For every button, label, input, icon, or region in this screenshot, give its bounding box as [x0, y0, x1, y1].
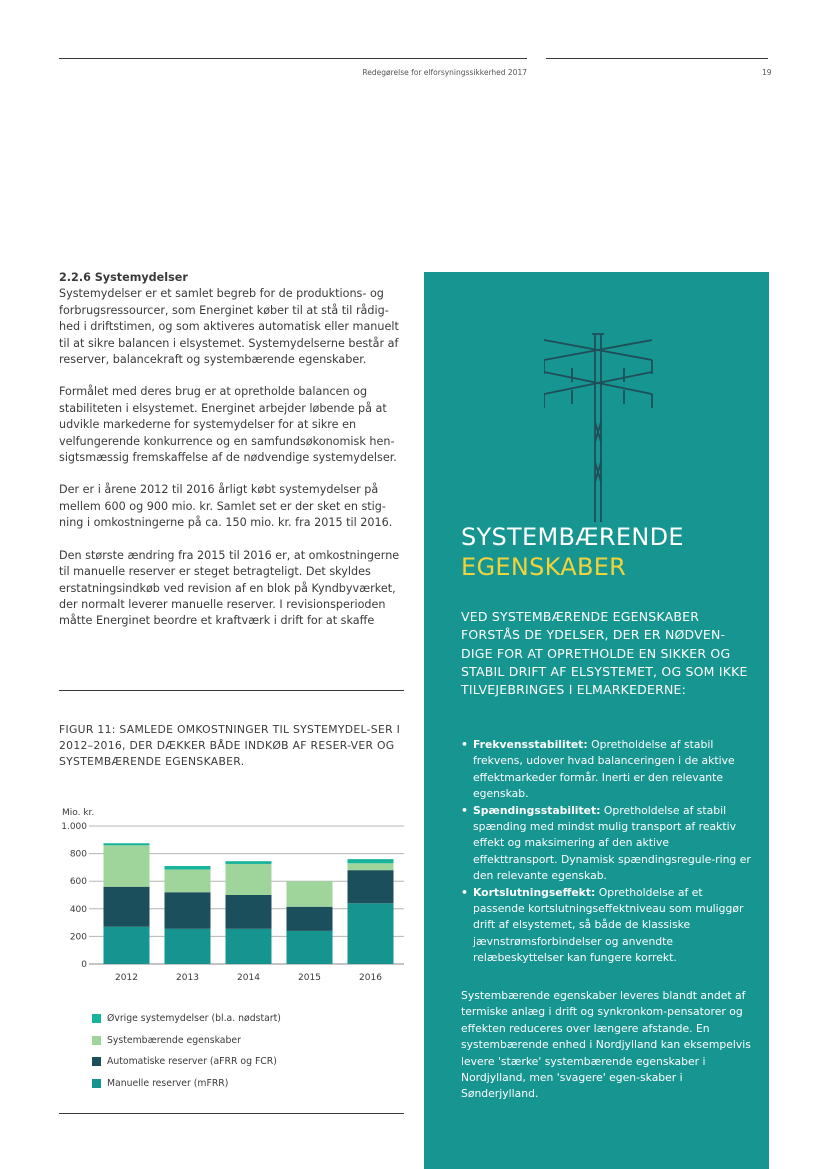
- bar-segment: [104, 845, 150, 886]
- bar-segment: [287, 931, 333, 964]
- list-item-text: Opretholdelse af stabil frekvens, udover hvad balanceringen i de aktive effektmarkeder formår. Inerti er den relevante egenskab.: [473, 738, 735, 801]
- legend-entry: [92, 1030, 281, 1052]
- bar-segment: [287, 907, 333, 931]
- power-pylon-icon: [544, 332, 654, 522]
- bar-segment: [348, 870, 394, 903]
- legend-swatch: [92, 1036, 101, 1045]
- list-item-text: Opretholdelse af et passende kortslutningseffektniveau som muliggør drift af elsystemet, så både de klassiske jævnstrømsforbindelser og anvendte relæbeskyttelser kan fungere korrekt.: [473, 885, 744, 965]
- x-tick-label: 2016: [359, 973, 382, 983]
- x-tick-label: 2012: [115, 973, 138, 983]
- box-title: [461, 522, 684, 582]
- box-lead: VED SYSTEMBÆRENDE EGENSKABER FORSTÅS DE YDELSER, DER ER NØDVEN-DIGE FOR AT OPRETHOLDE EN SIKKER OG STABIL DRIFT AF ELSYSTEMET, OG SOM IKKE TILVEJEBRINGES I ELMARKEDERNE:: [461, 609, 748, 698]
- bar-segment: [104, 843, 150, 845]
- bar-segment: [165, 869, 211, 892]
- box-list: [461, 737, 751, 967]
- legend-swatch: [92, 1014, 101, 1023]
- x-tick-label: 2013: [176, 973, 199, 983]
- figure-caption: FIGUR 11: SAMLEDE OMKOSTNINGER TIL SYSTEMYDEL-SER I 2012–2016, DER DÆKKER BÅDE INDKØB AF RESER-VER OG SYSTEMBÆRENDE EGENSKABER.: [59, 723, 401, 768]
- legend-entry: [92, 1008, 281, 1030]
- bar-segment: [165, 892, 211, 929]
- x-tick-label: 2015: [298, 973, 321, 983]
- bar-segment: [226, 864, 272, 895]
- bar-segment: [348, 859, 394, 863]
- y-axis-label: Mio. kr.: [62, 808, 95, 818]
- section-heading: 2.2.6 Systemydelser: [59, 271, 188, 284]
- list-item: [461, 885, 751, 967]
- page-number: 19: [762, 68, 772, 77]
- bar-segment: [348, 863, 394, 870]
- bar-segment: [226, 861, 272, 864]
- y-tick-label: 800: [69, 849, 87, 860]
- bar-segment: [165, 866, 211, 869]
- bar-segment: [348, 903, 394, 964]
- intro-paragraph: Systemydelser er et samlet begreb for de produktions- og forbrugsressourcer, som Energinet køber til at stå til rådig-hed i driftstimen, og som aktiveres automatisk eller manuelt til at sikre balancen i elsystemet. Systemydelserne består af reserver, balancekraft og systembærende egenskaber.: [59, 287, 399, 367]
- figure-bottom-rule: [59, 1113, 404, 1114]
- list-item-term: Kortslutningseffekt:: [473, 885, 596, 899]
- legend-label: Automatiske reserver (aFRR og FCR): [107, 1056, 277, 1068]
- chart-legend: [92, 1008, 281, 1094]
- y-tick-label: 200: [69, 932, 87, 943]
- legend-entry: [92, 1073, 281, 1095]
- list-item-term: Spændingsstabilitet:: [473, 803, 601, 817]
- paragraph: Den største ændring fra 2015 til 2016 er, at omkostningerne til manuelle reserver er steget betragteligt. Det skyldes erstatningsindkøb ved revision af en blok på Kyndbyværket, der normalt leverer manuelle reserver. I revisionsperioden måtte Energinet beordre et kraftværk i drift for at skaffe: [59, 548, 400, 628]
- box-title-line1: SYSTEMBÆRENDE: [461, 523, 684, 551]
- bar-segment: [226, 929, 272, 964]
- figure-top-rule: [59, 690, 404, 691]
- list-item-text: Opretholdelse af stabil spænding med mindst mulig transport af reaktiv effekt og maksimering af den aktive effekttransport. Dynamisk spændingsregule-ring er den relevante egenskab.: [473, 803, 751, 883]
- legend-swatch: [92, 1057, 101, 1066]
- list-item: [461, 803, 751, 885]
- running-title: Redegørelse for elforsyningssikkerhed 2017: [362, 68, 527, 77]
- box-title-line2: EGENSKABER: [461, 553, 627, 581]
- bar-segment: [104, 887, 150, 927]
- bar-segment: [104, 927, 150, 964]
- y-tick-label: 400: [69, 904, 87, 915]
- legend-label: Øvrige systemydelser (bl.a. nødstart): [107, 1013, 281, 1025]
- x-tick-label: 2014: [237, 973, 260, 983]
- cost-chart: [59, 800, 409, 990]
- header-rule-left: [59, 58, 527, 59]
- header-rule-right: [546, 58, 768, 59]
- y-tick-label: 0: [81, 960, 87, 970]
- y-tick-label: 1.000: [61, 822, 87, 832]
- bar-segment: [287, 881, 333, 907]
- fact-box: [424, 272, 769, 1169]
- y-tick-label: 600: [69, 877, 87, 888]
- bar-segment: [165, 929, 211, 964]
- list-item-term: Frekvensstabilitet:: [473, 738, 588, 751]
- legend-label: Manuelle reserver (mFRR): [107, 1077, 229, 1089]
- list-item: [461, 737, 751, 803]
- bar-segment: [226, 895, 272, 929]
- legend-entry: [92, 1051, 281, 1073]
- paragraph: Der er i årene 2012 til 2016 årligt købt systemydelser på mellem 600 og 900 mio. kr. Samlet set er der sket en stig-ning i omkostningerne på ca. 150 mio. kr. fra 2015 til 2016.: [59, 483, 393, 530]
- legend-swatch: [92, 1079, 101, 1088]
- box-closing-paragraph: Systembærende egenskaber leveres blandt andet af termiske anlæg i drift og synkronkom-pensatorer og effekten reduceres over længere afstande. En systembærende enhed i Nordjylland kan eksempelvis levere 'stærke' systembærende egenskaber i Nordjylland, men 'svagere' egen-skaber i Sønderjylland.: [461, 989, 751, 1101]
- section-intro: [59, 270, 404, 368]
- legend-label: Systembærende egenskaber: [107, 1034, 241, 1046]
- paragraph: Formålet med deres brug er at opretholde balancen og stabiliteten i elsystemet. Energinet arbejder løbende på at udvikle markederne for systemydelser for at sikre en velfungerende konkurrence og en samfundsøkonomisk hen-sigtsmæssig fremskaffelse af de nødvendige systemydelser.: [59, 385, 397, 465]
- section-body: [59, 270, 404, 646]
